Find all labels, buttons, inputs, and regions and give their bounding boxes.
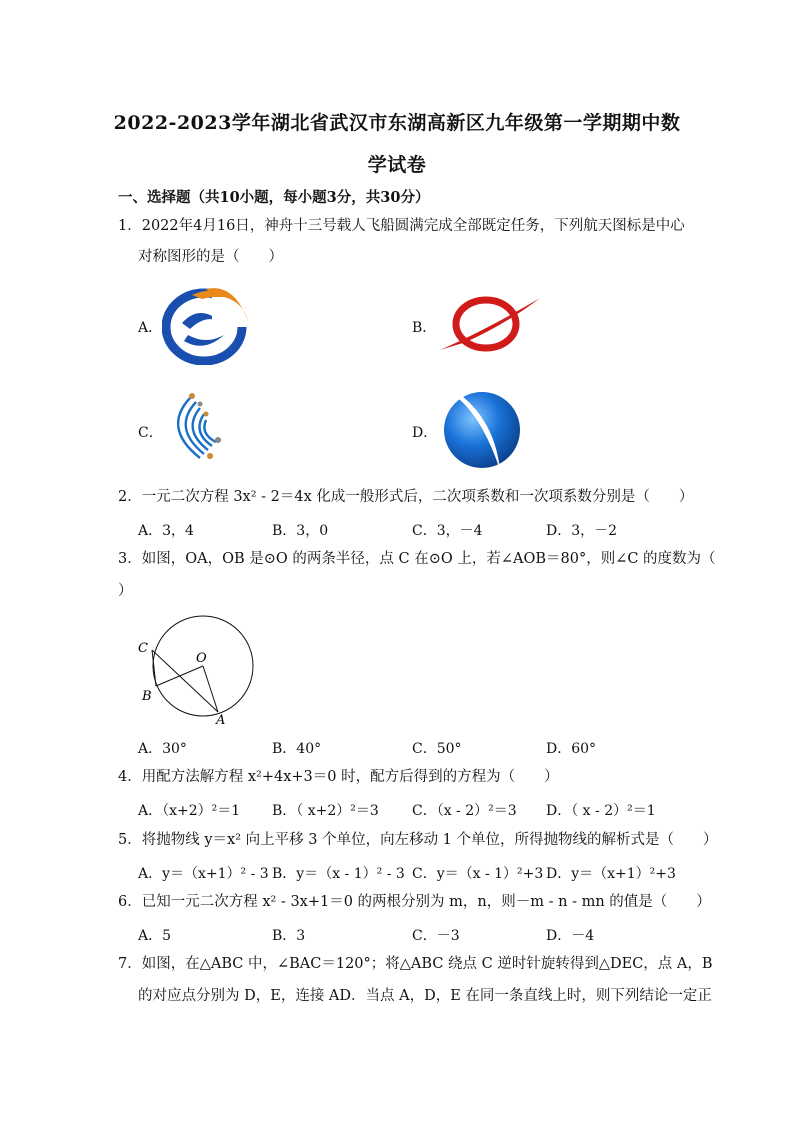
q1-option-d-label: D． — [412, 425, 438, 441]
question-2-text: 2．一元二次方程 3x² - 2＝4x 化成一般形式后，二次项系数和一次项系数分别是（ ） — [118, 489, 694, 505]
question-3-line2: ） — [118, 583, 133, 599]
q3-option-c: C．50° — [412, 741, 462, 757]
q1-option-a-label: A． — [138, 320, 163, 336]
question-1-line1: 1．2022年4月16日，神舟十三号载人飞船圆满完成全部既定任务，下列航天图标是中心 — [118, 218, 685, 234]
q6-option-d: D．－4 — [546, 928, 595, 944]
logo-c-image — [160, 388, 234, 464]
q4-option-c: C．（x - 2）²＝3 — [412, 803, 517, 819]
question-5-text: 5．将抛物线 y＝x² 向上平移 3 个单位，向左移动 1 个单位，所得抛物线的解析式是（ ） — [118, 832, 718, 848]
q5-option-c: C．y＝（x - 1）²+3 — [412, 866, 544, 882]
q2-option-c: C．3，－4 — [412, 523, 483, 539]
document-title-line1: 2022-2023学年湖北省武汉市东湖高新区九年级第一学期期中数 — [113, 112, 681, 134]
point-a-label: A — [216, 713, 226, 726]
question-3-line1: 3．如图，OA，OB 是⊙O 的两条半径，点 C 在⊙O 上，若∠AOB＝80°，则∠C 的度数为（ — [118, 551, 716, 567]
q5-option-a: A．y＝（x+1）² - 3 — [138, 866, 269, 882]
q3-option-b: B．40° — [272, 741, 322, 757]
question-7-line1: 7．如图，在△ABC 中，∠BAC＝120°；将△ABC 绕点 C 逆时针旋转得到△DEC，点 A，B — [118, 956, 713, 972]
q2-option-d: D．3，－2 — [546, 523, 618, 539]
logo-b-image — [436, 294, 542, 354]
q2-option-b: B．3，0 — [272, 523, 329, 539]
document-title-line2: 学试卷 — [367, 154, 427, 176]
q1-option-c-label: C． — [138, 425, 163, 441]
q5-option-d: D．y＝（x+1）²+3 — [546, 866, 676, 882]
q6-option-b: B．3 — [272, 928, 306, 944]
q1-option-b-label: B． — [412, 320, 437, 336]
circle-diagram — [136, 606, 256, 726]
section-heading: 一、选择题（共10小题，每小题3分，共30分） — [118, 189, 430, 206]
question-4-text: 4．用配方法解方程 x²+4x+3＝0 时，配方后得到的方程为（ ） — [118, 769, 559, 785]
question-7-line2: 的对应点分别为 D，E，连接 AD．当点 A，D，E 在同一条直线上时，则下列结论一定正 — [138, 988, 712, 1004]
logo-d-image — [438, 384, 524, 472]
q5-option-b: B．y＝（x - 1）² - 3 — [272, 866, 405, 882]
question-1-line2: 对称图形的是（ ） — [138, 249, 283, 265]
q4-option-b: B．（ x+2）²＝3 — [272, 803, 379, 819]
q6-option-c: C．－3 — [412, 928, 460, 944]
q4-option-d: D．（ x - 2）²＝1 — [546, 803, 656, 819]
point-c-label: C — [138, 641, 148, 656]
logo-a-image — [162, 283, 252, 365]
question-6-text: 6．已知一元二次方程 x² - 3x+1＝0 的两根分别为 m，n，则－m - n - mn 的值是（ ） — [118, 894, 711, 910]
q4-option-a: A．（x+2）²＝1 — [138, 803, 241, 819]
q6-option-a: A．5 — [138, 928, 172, 944]
point-o-label: O — [196, 651, 207, 666]
q3-option-d: D．60° — [546, 741, 597, 757]
q3-option-a: A．30° — [138, 741, 187, 757]
q2-option-a: A．3，4 — [138, 523, 194, 539]
point-b-label: B — [142, 689, 152, 704]
